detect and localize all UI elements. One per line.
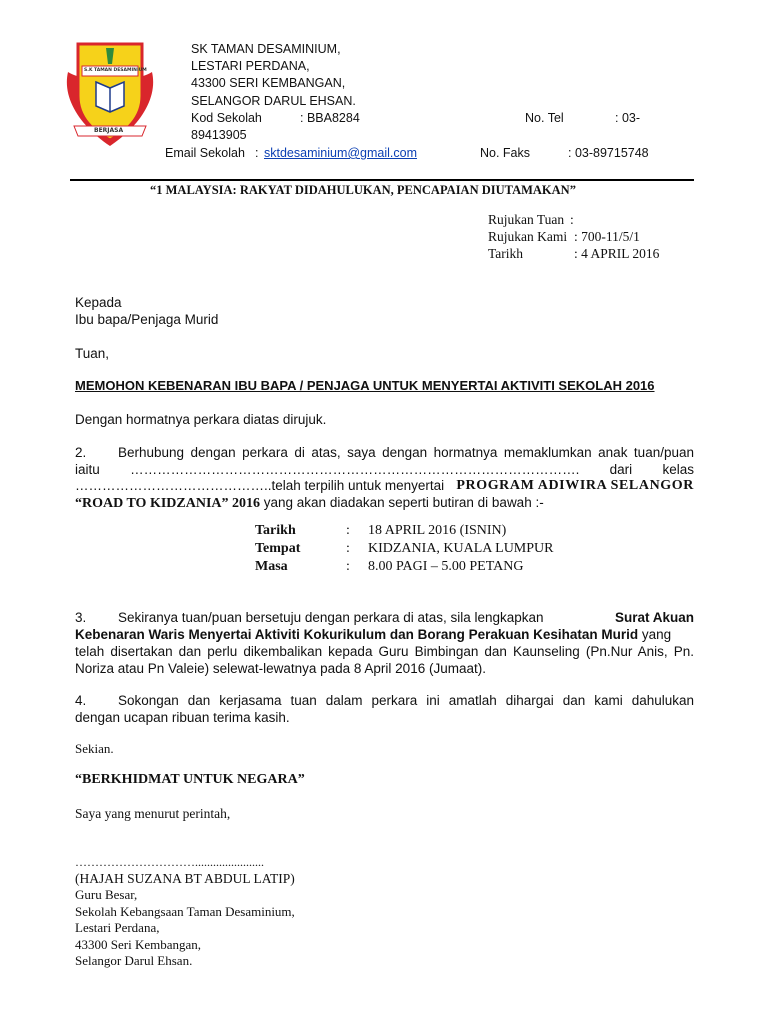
para-2-line-1: Berhubung dengan perkara di atas, saya dengan hormatnya memaklumkan anak tuan/puan: [118, 445, 694, 460]
recipient-line-2: Ibu bapa/Penjaga Murid: [75, 312, 219, 327]
para-2-line-2: [75, 461, 694, 478]
slogan: “1 MALAYSIA: RAKYAT DIDAHULUKAN, PENCAPAIAN DIUTAMAKAN”: [150, 183, 576, 197]
event-time-colon: :: [346, 559, 350, 574]
signatory-address-1: Lestari Perdana,: [75, 920, 160, 935]
email-label: Email Sekolah: [165, 146, 245, 160]
para-3-text-1: Sekiranya tuan/puan bersetuju dengan perkara di atas, sila lengkapkan: [118, 610, 544, 625]
fax-label: No. Faks: [480, 146, 531, 160]
event-place-colon: :: [346, 541, 350, 556]
para-2-name-dots: ……………………………………………………………………………………….: [130, 462, 580, 477]
address-line-2: LESTARI PERDANA,: [191, 59, 310, 73]
logo-motto: BERJASA: [94, 127, 124, 134]
ref-kami-value: : 700-11/5/1: [574, 229, 640, 244]
para-4-num: 4.: [75, 693, 87, 708]
logo-banner-text: S.K TAMAN DESAMINIUM: [84, 68, 147, 73]
para-2-line-4: [75, 494, 544, 512]
closing-saya: Saya yang menurut perintah,: [75, 806, 231, 821]
ref-tuan-label: Rujukan Tuan: [488, 212, 565, 227]
para-2-kelas: kelas: [662, 462, 694, 477]
para-2-class-dots: ……………………………………..telah terpilih untuk menyertai: [75, 478, 445, 493]
para-3-line-2: [75, 626, 671, 643]
tel-value-cont: 89413905: [191, 128, 247, 142]
recipient-line-1: Kepada: [75, 295, 122, 310]
event-date-value: 18 APRIL 2016 (ISNIN): [368, 523, 507, 538]
address-line-3: 43300 SERI KEMBANGAN,: [191, 76, 346, 90]
signatory-school: Sekolah Kebangsaan Taman Desaminium,: [75, 904, 295, 919]
para-2-program-name: “ROAD TO KIDZANIA” 2016: [75, 496, 261, 511]
event-date-label: Tarikh: [255, 523, 296, 538]
event-place-value: KIDZANIA, KUALA LUMPUR: [368, 541, 554, 556]
ref-tuan-value: :: [570, 212, 574, 227]
signature-line: ………………………….......................: [75, 855, 264, 869]
para-3-surat-akuan: Surat Akuan: [614, 610, 694, 625]
address-line-1: SK TAMAN DESAMINIUM,: [191, 42, 341, 56]
para-2-line-3: [75, 477, 694, 494]
signatory-address-3: Selangor Darul Ehsan.: [75, 953, 193, 968]
subject: MEMOHON KEBENARAN IBU BAPA / PENJAGA UNTUK MENYERTAI AKTIVITI SEKOLAH 2016: [75, 378, 655, 393]
school-code-label: Kod Sekolah: [191, 111, 262, 125]
para-3-line-3: telah disertakan dan perlu dikembalikan kepada Guru Bimbingan dan Kaunseling (Pn.Nur Anis, Pn.: [75, 644, 694, 659]
para-2-iaitu: iaitu: [75, 462, 100, 477]
tel-label: No. Tel: [525, 111, 564, 125]
para-3-num: 3.: [75, 610, 87, 625]
para-2-program: PROGRAM ADIWIRA SELANGOR: [456, 478, 694, 493]
para-4-line-2: dengan ucapan ribuan terima kasih.: [75, 710, 290, 725]
signatory-title: Guru Besar,: [75, 887, 138, 902]
event-time-value: 8.00 PAGI – 5.00 PETANG: [368, 559, 524, 574]
para-2-program-desc: yang akan diadakan seperti butiran di bawah :-: [260, 495, 544, 510]
tel-value: : 03-: [615, 111, 641, 125]
para-3-yang: yang: [638, 627, 672, 642]
fax-value: : 03-89715748: [568, 146, 649, 160]
para-4-line-1: Sokongan dan kerjasama tuan dalam perkara ini amatlah dihargai dan kami dahulukan: [118, 693, 694, 708]
ref-kami-label: Rujukan Kami: [488, 229, 568, 244]
para-1: Dengan hormatnya perkara diatas dirujuk.: [75, 412, 327, 427]
event-place-label: Tempat: [255, 541, 301, 556]
signatory-address-2: 43300 Seri Kembangan,: [75, 937, 202, 952]
email-colon: :: [255, 146, 259, 160]
para-3-form-names: Kebenaran Waris Menyertai Aktiviti Kokurikulum dan Borang Perakuan Kesihatan Murid: [75, 627, 639, 642]
signatory-name: (HAJAH SUZANA BT ABDUL LATIP): [75, 871, 295, 886]
school-code-value: : BBA8284: [300, 111, 360, 125]
closing-motto: “BERKHIDMAT UNTUK NEGARA”: [75, 772, 305, 787]
header-divider: [70, 179, 694, 181]
ref-date-value: : 4 APRIL 2016: [574, 246, 660, 261]
para-2-num: 2.: [75, 445, 87, 460]
closing-sekian: Sekian.: [75, 741, 114, 756]
event-date-colon: :: [346, 523, 350, 538]
para-3-line-1: [118, 609, 694, 626]
event-time-label: Masa: [255, 559, 288, 574]
para-3-line-4: Noriza atau Pn Valeie) selewat-lewatnya pada 8 April 2016 (Jumaat).: [75, 661, 486, 676]
para-2-dari: dari: [609, 462, 633, 477]
email-link[interactable]: sktdesaminium@gmail.com: [264, 146, 418, 160]
salutation: Tuan,: [75, 346, 110, 361]
address-line-4: SELANGOR DARUL EHSAN.: [191, 94, 356, 108]
ref-date-label: Tarikh: [488, 246, 524, 261]
